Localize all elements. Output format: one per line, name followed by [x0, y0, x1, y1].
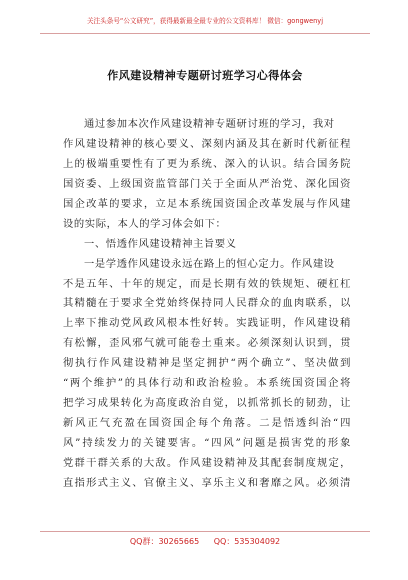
footer-contact [40, 533, 370, 551]
body-line: 上的极端重要性有了更为系统、深入的认识。结合国务院 [63, 157, 351, 170]
body-line: 上率下推动党风政风根本性好转。实践证明，作风建设稍 [63, 317, 351, 330]
footer-qq-group: QQ群：30265665 [129, 537, 200, 546]
body-line: 有松懈，歪风邪气就可能卷土重来。必须深刻认识到，贯 [63, 337, 351, 350]
body-line: 党群干群关系的大敌。作风建设精神及其配套制度规定， [63, 456, 351, 469]
document-title: 作风建设精神专题研讨班学习心得体会 [107, 69, 303, 82]
body-line: 其精髓在于要求全党始终保持同人民群众的血肉联系，以 [63, 297, 351, 310]
section-heading: 一、悟透作风建设精神主旨要义 [84, 237, 237, 250]
document-body [63, 115, 351, 494]
body-line: 彻执行作风建设精神是坚定拥护“两个确立”、坚决做到 [63, 357, 351, 370]
body-line: 不是五年、十年的规定，而是长期有效的铁规矩、硬杠杠 [63, 277, 351, 290]
header-promo-text: 关注头条号“公文研究”，获得最新最全最专业的公文资料库！ 微信：gongwenyj [86, 17, 324, 25]
body-line: 国资委、上级国资监管部门关于全面从严治党、深化国资 [63, 177, 351, 190]
body-line: 一是学透作风建设永远在路上的恒心定力。作风建设 [84, 257, 335, 270]
body-line: 通过参加本次作风建设精神专题研讨班的学习，我对 [84, 118, 335, 130]
body-line: 直指形式主义、官僚主义、享乐主义和奢靡之风。必须清 [63, 476, 351, 489]
body-line: 国企改革的要求，立足本系统国资国企改革发展与作风建 [63, 197, 351, 210]
body-line: 风”持续发力的关键要害。“四风”问题是损害党的形象 [63, 437, 351, 449]
body-line: 把学习成果转化为高度政治自觉，以抓常抓长的韧劲，让 [63, 397, 351, 410]
footer-divider [40, 531, 370, 532]
body-line: 设的实际，本人的学习体会如下： [63, 217, 227, 230]
header-divider [40, 33, 370, 34]
body-line: 作风建设精神的核心要义、深刻内涵及其在新时代新征程 [63, 137, 351, 150]
body-line: “两个维护”的具体行动和政治检验。本系统国资国企将 [63, 377, 351, 390]
footer-qq-number: QQ：535304092 [213, 537, 281, 546]
body-line: 新风正气充盈在国资国企每个角落。二是悟透纠治“四 [63, 417, 351, 430]
